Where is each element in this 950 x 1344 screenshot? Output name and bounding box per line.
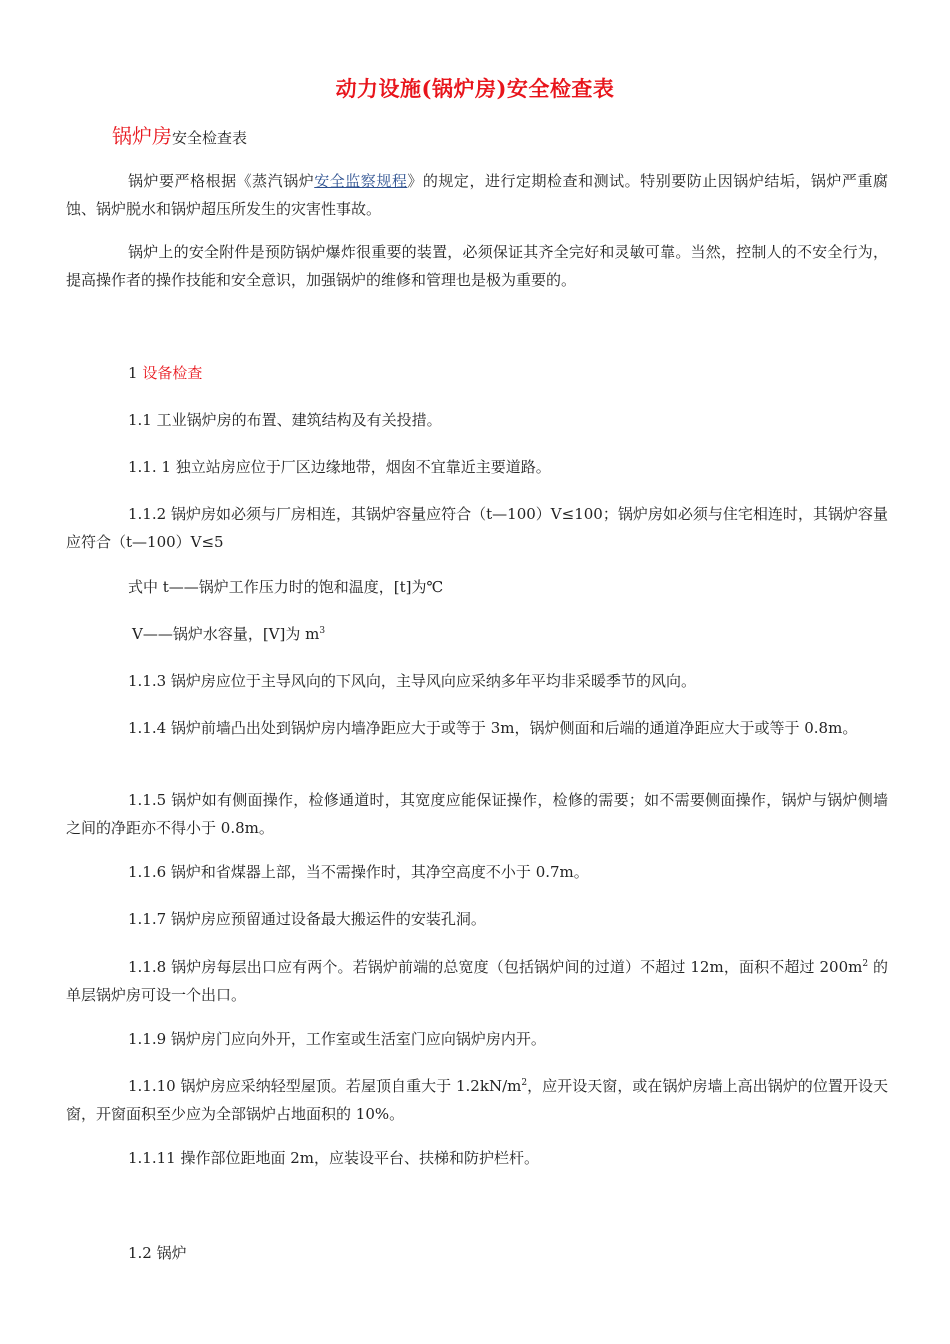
clause-1-1-10-sup: 2 bbox=[521, 1078, 528, 1088]
clause-1-1-8 bbox=[66, 953, 888, 1009]
intro-paragraph-2: 锅炉上的安全附件是预防锅炉爆炸很重要的装置，必须保证其齐全完好和灵敏可靠。当然，控制人的不安全行为，提高操作者的操作技能和安全意识，加强锅炉的维修和管理也是极为重要的。 bbox=[66, 243, 888, 289]
clause-1-1-7: 1.1.7 锅炉房应预留通过设备最大搬运件的安装孔洞。 bbox=[128, 910, 486, 928]
clause-1-1-10-after: ，应开设天窗，或在锅炉房墙上高出锅炉的位置开设天窗，开窗面积至少应为全部锅炉占地面积的 10%。 bbox=[66, 1077, 888, 1123]
subtitle bbox=[112, 120, 247, 149]
page-title: 动力设施(锅炉房)安全检查表 bbox=[335, 76, 615, 101]
subtitle-highlight: 锅炉房 bbox=[112, 124, 172, 148]
clause-1-1-2: 1.1.2 锅炉房如必须与厂房相连，其锅炉容量应符合（t—100）V≤100；锅炉房如必须与住宅相连时，其锅炉容量应符合（t—100）V≤5 bbox=[66, 505, 888, 551]
formula-v-definition bbox=[132, 620, 325, 648]
formula-v-text: V——锅炉水容量，[V]为 m bbox=[132, 625, 320, 643]
section-1-heading bbox=[128, 359, 202, 387]
subtitle-text: 安全检查表 bbox=[172, 129, 248, 147]
clause-1-1-10 bbox=[66, 1072, 888, 1128]
clause-1-1-5: 1.1.5 锅炉如有侧面操作，检修通道时，其宽度应能保证操作，检修的需要；如不需要侧面操作，锅炉与锅炉侧墙之间的净距亦不得小于 0.8m。 bbox=[66, 791, 888, 837]
clause-1-1-6: 1.1.6 锅炉和省煤器上部，当不需操作时，其净空高度不小于 0.7m。 bbox=[128, 863, 589, 881]
clause-1-1-8-before: 1.1.8 锅炉房每层出口应有两个。若锅炉前端的总宽度（包括锅炉间的过道）不超过 12m，面积不超过 200m bbox=[128, 958, 863, 976]
clause-1-1-11: 1.1.11 操作部位距地面 2m，应装设平台、扶梯和防护栏杆。 bbox=[128, 1149, 540, 1167]
section-1-number: 1 bbox=[128, 364, 143, 382]
clause-1-2: 1.2 锅炉 bbox=[128, 1244, 187, 1262]
intro1-before: 锅炉要严格根据《蒸汽锅炉 bbox=[128, 172, 315, 190]
clause-1-1-1: 1.1. 1 独立站房应位于厂区边缘地带，烟囱不宜靠近主要道路。 bbox=[128, 458, 551, 476]
formula-t-definition: 式中 t——锅炉工作压力时的饱和温度，[t]为℃ bbox=[128, 578, 444, 596]
intro1-after: 》的规定，进行定期检查和测试。特别要防止因锅炉结垢，锅炉严重腐蚀、锅炉脱水和锅炉超压所发生的灾害性事故。 bbox=[66, 172, 888, 218]
clause-1-1-4: 1.1.4 锅炉前墙凸出处到锅炉房内墙净距应大于或等于 3m，锅炉侧面和后端的通道净距应大于或等于 0.8m。 bbox=[128, 719, 858, 737]
clause-1-1-8-after: 的单层锅炉房可设一个出口。 bbox=[66, 958, 888, 1004]
formula-v-sup: 3 bbox=[319, 626, 326, 636]
intro-paragraph-1 bbox=[66, 167, 888, 223]
clause-1-1-8-sup: 2 bbox=[862, 959, 869, 969]
section-1-label: 设备检查 bbox=[142, 364, 203, 382]
clause-1-1-3: 1.1.3 锅炉房应位于主导风向的下风向，主导风向应采纳多年平均非采暖季节的风向。 bbox=[128, 672, 696, 690]
clause-1-1-10-before: 1.1.10 锅炉房应采纳轻型屋顶。若屋顶自重大于 1.2kN/m bbox=[128, 1077, 522, 1095]
regulation-link[interactable]: 安全监察规程 bbox=[314, 172, 408, 190]
clause-1-1: 1.1 工业锅炉房的布置、建筑结构及有关投措。 bbox=[128, 411, 442, 429]
clause-1-1-9: 1.1.9 锅炉房门应向外开，工作室或生活室门应向锅炉房内开。 bbox=[128, 1030, 546, 1048]
